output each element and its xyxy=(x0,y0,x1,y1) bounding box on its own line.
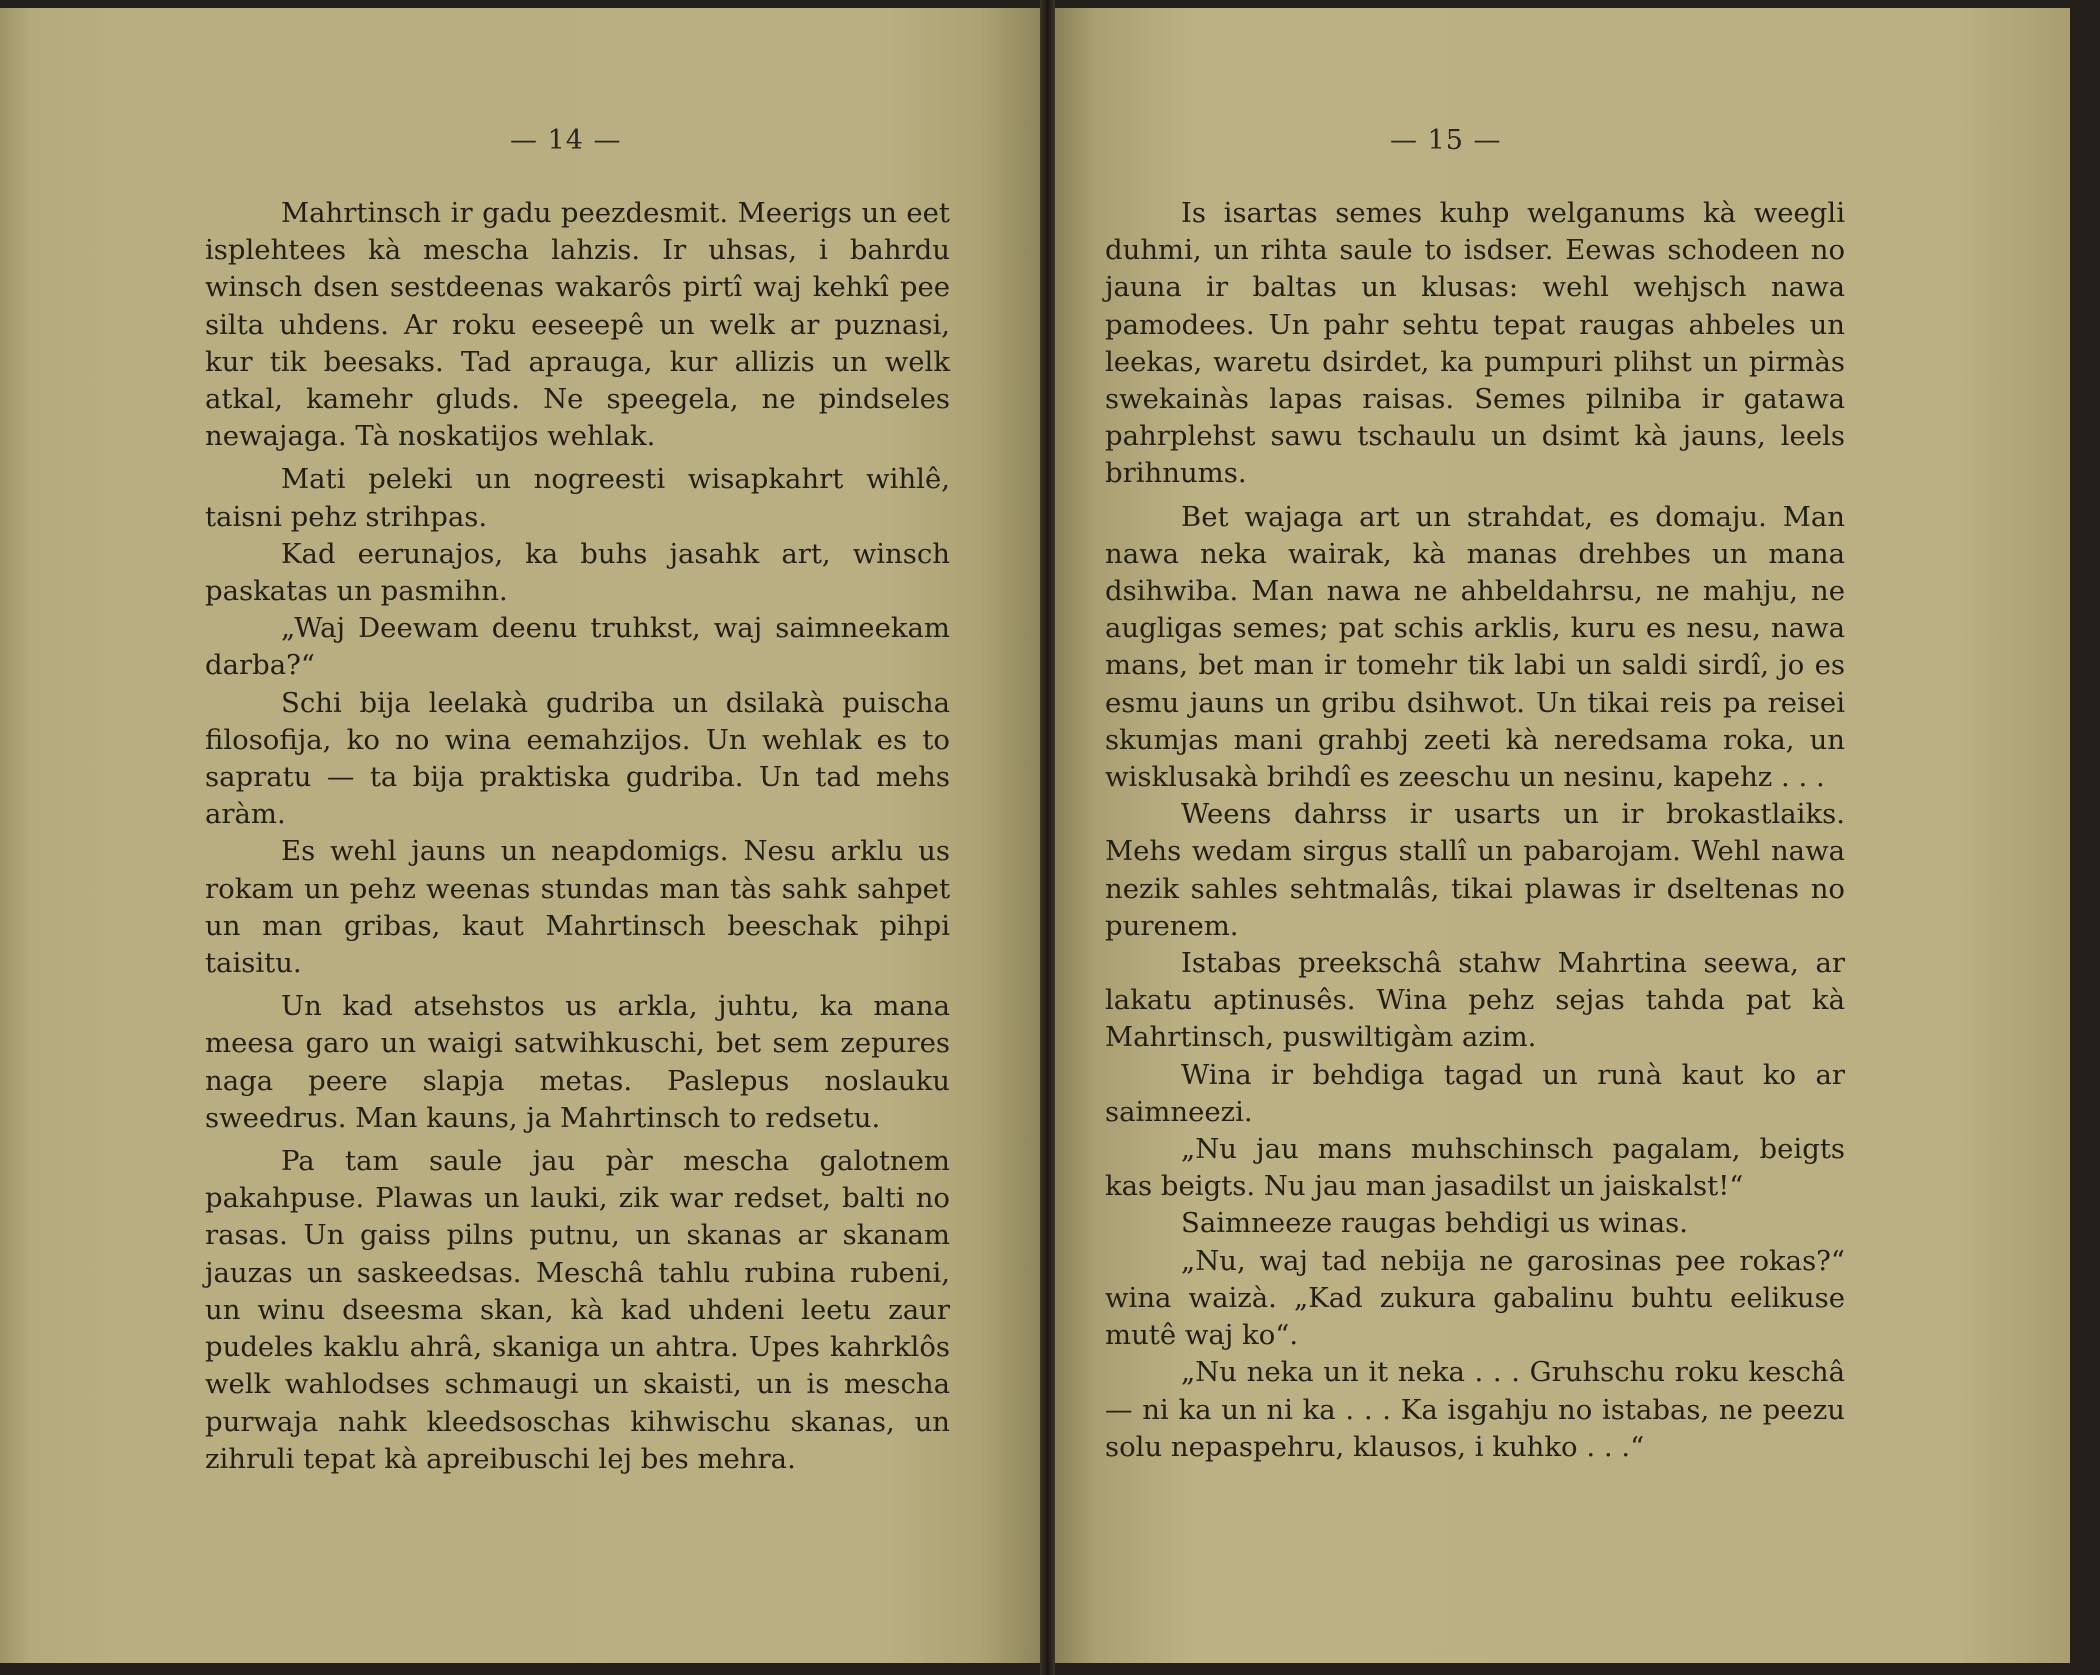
paragraph: „Waj Deewam deenu truhkst, waj saimneekam darba?“ xyxy=(205,612,950,682)
paragraph: Is isartas semes kuhp welganums kà weegli duhmi, un rihta saule to isdser. Eewas schodeen no jauna ir baltas un klusas: wehl wehjsch nawa pamodees. Un pahr sehtu tepat raugas ahbeles un leekas, waretu dsirdet, ka pumpuri plihst un pirmàs swekainàs lapas raisas. Semes pilniba ir gatawa pahrplehst sawu tschaulu un dsimt kà jauns, leels brihnums. xyxy=(1105,197,1845,490)
paragraph: Bet wajaga art un strahdat, es domaju. Man nawa neka wairak, kà manas drehbes un mana dsihwiba. Man nawa ne ahbeldahrsu, ne mahju, ne augligas semes; pat schis arklis, kuru es nesu, nawa mans, bet man ir tomehr tik labi un saldi sirdî, jo es esmu jauns un gribu dsihwot. Un tikai reis pa reisei skumjas mani grahbj zeeti kà neredsama roka, un wisklusakà brihdî es zeeschu un nesinu, kapehz . . . xyxy=(1105,500,1845,794)
paragraph: Mahrtinsch ir gadu peezdesmit. Meerigs un eet isplehtees kà mescha lahzis. Ir uhsas, i bahrdu winsch dsen sestdeenas wakarôs pirtî waj kehkî pee silta uhdens. Ar roku eeseepê un welk ar puznasi, kur tik beesaks. Tad aprauga, kur allizis un welk atkal, kamehr gluds. Ne speegela, ne pindseles newajaga. Tà noskatijos wehlak. xyxy=(205,197,950,453)
paragraph: „Nu neka un it neka . . . Gruhschu roku keschâ — ni ka un ni ka . . . Ka isgahju no istabas, ne peezu solu nepaspehru, klausos, i kuhko . . .“ xyxy=(1105,1356,1845,1463)
paragraph: Kad eerunajos, ka buhs jasahk art, winsch paskatas un pasmihn. xyxy=(205,537,950,608)
paragraph: Istabas preekschâ stahw Mahrtina seewa, ar lakatu aptinusês. Wina pehz sejas tahda pat kà Mahrtinsch, puswiltigàm azim. xyxy=(1105,947,1845,1054)
paragraph: Wina ir behdiga tagad un runà kaut ko ar saimneezi. xyxy=(1105,1058,1845,1128)
book-gutter xyxy=(1040,0,1055,1675)
paragraph: Schi bija leelakà gudriba un dsilakà puischa filosofija, ko no wina eemahzijos. Un wehlak es to sapratu — ta bija praktiska gudriba. Un tad mehs aràm. xyxy=(205,686,950,831)
paragraph: „Nu jau mans muhschinsch pagalam, beigts kas beigts. Nu jau man jasadilst un jaiskalst!“ xyxy=(1105,1133,1845,1203)
right-page-number: — 15 — xyxy=(1390,125,1502,156)
paragraph: „Nu, waj tad nebija ne garosinas pee rokas?“ wina waizà. „Kad zukura gabalinu buhtu eelikuse mutê waj ko“. xyxy=(1105,1244,1845,1352)
paragraph: Pa tam saule jau pàr mescha galotnem pakahpuse. Plawas un lauki, zik war redset, balti no rasas. Un gaiss pilns putnu, un skanas ar skanam jauzas un saskeedsas. Meschâ tahlu rubina rubeni, un winu dseesma skan, kà kad uhdeni leetu zaur pudeles kaklu ahrâ, skaniga un ahtra. Upes kahrklôs welk wahlodses schmaugi un skaisti, un is mescha purwaja nahk kleedsoschas kihwischu skanas, un zihruli tepat kà apreibuschi lej bes mehra. xyxy=(205,1145,950,1475)
left-page-text xyxy=(205,195,950,1478)
left-page-number: — 14 — xyxy=(510,125,622,156)
right-page-text xyxy=(1105,195,1845,1466)
paragraph: Mati peleki un nogreesti wisapkahrt wihlê, taisni pehz strihpas. xyxy=(205,463,950,533)
paragraph: Saimneeze raugas behdigi us winas. xyxy=(1181,1207,1688,1240)
paragraph: Es wehl jauns un neapdomigs. Nesu arklu us rokam un pehz weenas stundas man tàs sahk sahpet un man gribas, kaut Mahrtinsch beeschak pihpi taisitu. xyxy=(205,835,950,980)
paragraph: Un kad atsehstos us arkla, juhtu, ka mana meesa garo un waigi satwihkuschi, bet sem zepures naga peere slapja metas. Paslepus noslauku sweedrus. Man kauns, ja Mahrtinsch to redsetu. xyxy=(205,990,950,1134)
paragraph: Weens dahrss ir usarts un ir brokastlaiks. Mehs wedam sirgus stallî un pabarojam. Wehl nawa nezik sahles sehtmalâs, tikai plawas ir dseltenas no purenem. xyxy=(1105,798,1845,942)
